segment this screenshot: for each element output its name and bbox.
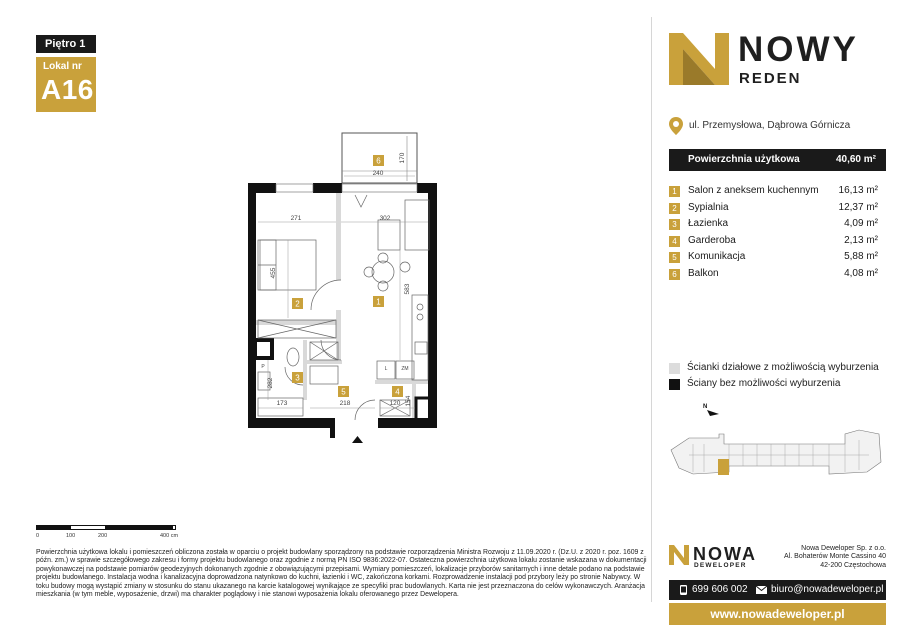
plan-room-1: 1: [376, 297, 381, 307]
company-address: [748, 545, 886, 570]
legend-fixed-swatch: [669, 379, 680, 390]
fixture-zm: ZM: [401, 366, 409, 372]
column-divider: [651, 17, 652, 602]
room-number-badge: 5: [669, 252, 680, 263]
room-name: Garderoba: [688, 234, 736, 246]
unit-label: Lokal nr: [43, 61, 82, 72]
room-number-badge: 1: [669, 186, 680, 197]
dimension-lines: [258, 176, 428, 408]
dim-583: 583: [404, 283, 411, 295]
plan-room-2: 2: [295, 299, 300, 309]
dim-455: 455: [270, 267, 277, 279]
list-item: [669, 268, 886, 285]
entrance-arrow-icon: [352, 436, 363, 443]
floor-badge: Piętro 1: [36, 35, 96, 53]
legend-removable-label: Ścianki działowe z możliwością wyburzenia: [687, 362, 879, 373]
nowy-reden-logo-icon: [669, 33, 729, 85]
room-name: Salon z aneksem kuchennym: [688, 185, 819, 196]
legend-removable-swatch: [669, 363, 680, 374]
fixture-l: L: [384, 366, 388, 372]
usable-area-label: Powierzchnia użytkowa: [688, 154, 800, 165]
company-city: 42-200 Częstochowa: [820, 561, 886, 569]
dim-170: 170: [399, 152, 406, 164]
dim-173: 173: [276, 400, 288, 407]
room-area: 12,37 m²: [838, 201, 878, 213]
scale-label-200: 200: [98, 533, 108, 539]
dim-271: 271: [290, 215, 302, 222]
address-text: ul. Przemysłowa, Dąbrowa Górnicza: [689, 120, 851, 131]
brand-name: NOWY: [738, 30, 859, 69]
floor-plan: [230, 125, 445, 450]
legend-fixed-label: Ściany bez możliwości wyburzenia: [687, 378, 841, 389]
unit-number: A16: [41, 74, 94, 105]
plan-room-5: 5: [341, 387, 346, 397]
partition-walls: [255, 190, 430, 420]
room-area: 4,08 m²: [844, 267, 878, 279]
dim-282: 282: [267, 377, 274, 389]
compass-icon: [703, 404, 719, 416]
room-name: Łazienka: [688, 218, 729, 229]
fixture-p: P: [261, 364, 265, 370]
dim-154: 154: [405, 395, 412, 407]
room-area: 4,09 m²: [844, 218, 878, 229]
room-number-badge: 4: [669, 236, 680, 247]
room-list: [669, 185, 886, 284]
company-street: Al. Bohaterów Monte Cassino 40: [784, 553, 886, 561]
developer-name: NOWA: [693, 544, 757, 564]
list-item: [669, 185, 886, 202]
usable-area-header: [669, 149, 886, 171]
unit-location-marker: [718, 459, 729, 475]
room-area: 16,13 m²: [838, 185, 878, 196]
scale-label-100: 100: [66, 533, 76, 539]
windows: [276, 184, 417, 192]
mail-icon: [756, 586, 767, 594]
brand-subname: REDEN: [739, 70, 802, 87]
list-item: [669, 218, 886, 235]
dim-218: 218: [339, 400, 351, 407]
room-number-badge: 3: [669, 219, 680, 230]
scale-label-400: 400 cm: [160, 533, 179, 539]
room-area: 2,13 m²: [844, 234, 878, 246]
room-name: Sypialnia: [688, 201, 729, 213]
nowa-deweloper-logo-icon: [669, 545, 689, 565]
dim-302: 302: [379, 215, 391, 222]
plan-room-3: 3: [295, 373, 300, 383]
dim-240: 240: [372, 170, 384, 177]
usable-area-value: 40,60 m²: [835, 154, 876, 165]
dim-120: 120: [389, 400, 401, 407]
email-link[interactable]: biuro@nowadeweloper.pl: [771, 584, 884, 595]
location-pin-icon: [669, 117, 683, 135]
phone-number[interactable]: 699 606 002: [692, 584, 748, 595]
company-name: Nowa Deweloper Sp. z o.o.: [801, 545, 886, 552]
scale-bar: [36, 525, 176, 530]
site-key-plan: [669, 400, 884, 495]
unit-badge: [36, 57, 96, 112]
website-link[interactable]: www.nowadeweloper.pl: [669, 603, 886, 625]
plan-room-4: 4: [395, 387, 400, 397]
room-area: 5,88 m²: [844, 251, 878, 262]
scale-label-0: 0: [36, 533, 40, 539]
room-name: Balkon: [688, 267, 719, 279]
list-item: [669, 251, 886, 268]
disclaimer-text: Powierzchnia użytkowa lokalu i pomieszczeń obliczona została w oparciu o projekt budowlany sporządzony na podstawie rozporządzenia Ministra Rozwoju z 11.09.2020 r. (Dz.U. z 2020 r. poz. 1609 z późn. zm.) w sprawie szczegółowego zakresu i formy projektu budowlanego oraz zgodnie z normą PN ISO 9836:2022-07. Ostateczna powierzchnia użytkowa lokalu zostanie wskazana w dokumentacji powykonawczej na podstawie pomiarów geodezyjnych dokonanych zgodnie z obowiązującymi przepisami. Wymiary pomieszczeń, lokalizacje przyborów sanitarnych i inne detale podano na podstawie projektu budowlanego. Instalacja wodna i kanalizacyjna doprowadzona natynkowo do kuchni, łazienki i WC, zakończona korkami. Rozprowadzenie instalacji pod przybory leży po stronie Nabywcy. W toku budowy mogą wystąpić zmiany w stosunku do stanu ukazanego na karcie katalogowej wynikające ze specyfiki prac budowlanych. Karta nie jest przeznaczona do celów wykonawczych. Aranżacja mieszkania (w tym meble, wyposażenie, drzwi) ma charakter poglądowy i nie stanowi wyposażenia lokalu oferowanego przez Dewelopera.: [36, 549, 647, 599]
phone-icon: [679, 585, 688, 595]
list-item: [669, 235, 886, 252]
list-item: [669, 202, 886, 219]
compass-label: N: [703, 404, 708, 410]
plan-room-6: 6: [376, 156, 381, 166]
developer-subname: DEWELOPER: [694, 562, 747, 569]
room-number-badge: 2: [669, 203, 680, 214]
room-number-badge: 6: [669, 269, 680, 280]
contact-bar: [669, 580, 886, 600]
room-name: Komunikacja: [688, 251, 746, 262]
